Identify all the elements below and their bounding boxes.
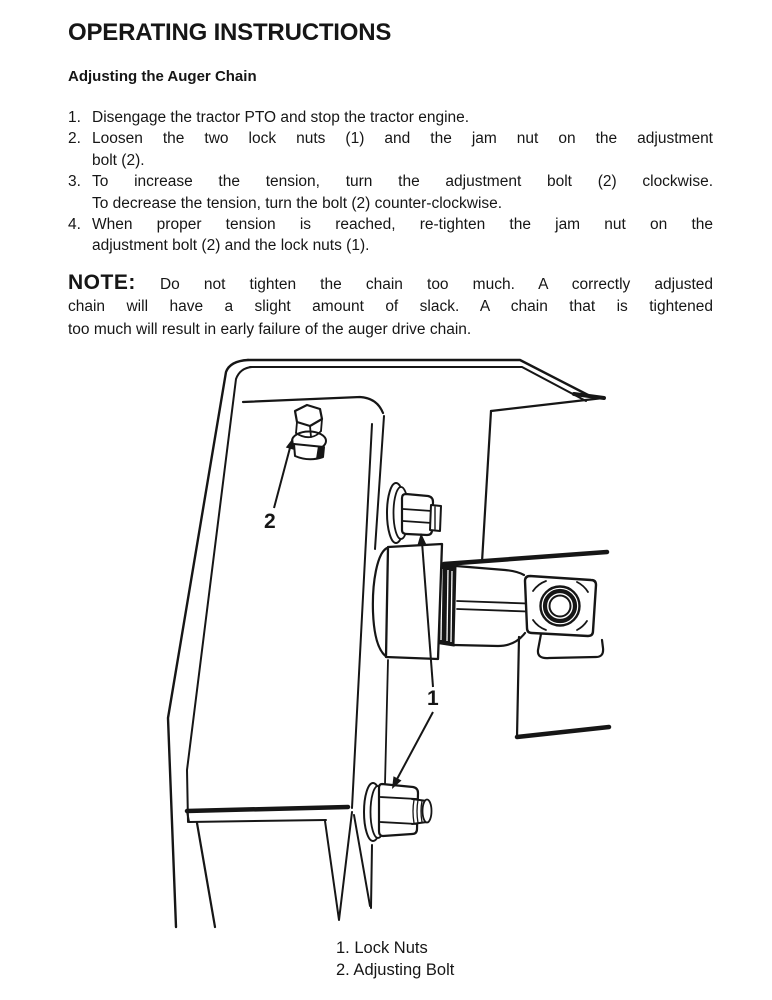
lower-lock-nut-drawing — [364, 783, 432, 841]
callout-2-label: 2 — [264, 510, 276, 533]
callout-2-arrow — [274, 444, 291, 508]
step-number: 3. — [68, 173, 81, 191]
step-text: bolt (2). — [92, 151, 145, 169]
step-number: 1. — [68, 109, 81, 126]
step-text: To increase the tension, turn the adjustment bolt (2) clockwise. — [92, 173, 713, 191]
section-heading: Adjusting the Auger Chain — [68, 68, 257, 85]
step-text: Disengage the tractor PTO and stop the tractor engine. — [92, 109, 470, 126]
step-number: 4. — [68, 216, 81, 234]
tension-bracket-drawing — [373, 544, 442, 659]
adjusting-bolt-drawing — [292, 405, 326, 459]
figure-legend-lock-nuts: 1. Lock Nuts — [336, 939, 428, 957]
step-text: adjustment bolt (2) and the lock nuts (1). — [92, 237, 370, 255]
note-text: Do not tighten the chain too much. A correctly adjusted — [159, 276, 714, 293]
note-text: too much will result in early failure of the auger drive chain. — [68, 320, 472, 338]
upper-lock-nut-drawing — [387, 483, 441, 543]
figure-legend-adjusting-bolt: 2. Adjusting Bolt — [336, 961, 455, 979]
callout-1-label: 1 — [427, 687, 439, 710]
bearing-bore — [550, 596, 571, 617]
note-text: chain will have a slight amount of slack. A chain that is tightened — [68, 298, 713, 316]
step-number: 2. — [68, 130, 81, 148]
callout-1-arrow-lower — [396, 712, 433, 781]
page-title: OPERATING INSTRUCTIONS — [68, 19, 392, 46]
step-text: To decrease the tension, turn the bolt (2) counter-clockwise. — [92, 194, 503, 212]
step-text: When proper tension is reached, re-tighten the jam nut on the — [92, 216, 713, 234]
step-text: Loosen the two lock nuts (1) and the jam nut on the adjustment — [92, 130, 713, 148]
note-label: NOTE: — [68, 271, 136, 294]
